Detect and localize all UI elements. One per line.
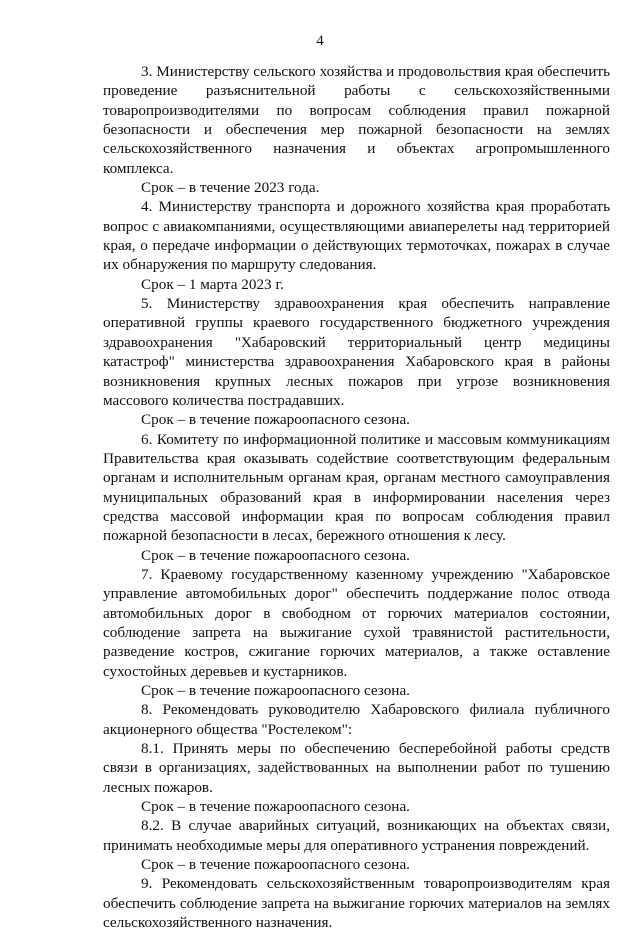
paragraph-item-3: 3. Министерству сельского хозяйства и продовольствия края обеспечить проведение разъяснительной работы с сельскохозяйственными товаропроизводителями по вопросам соблюдения правил пожарной безопасности и обеспечения мер пожарной безопасности на землях сельскохозяйственного назначения и объектах агропромышленного комплекса. (103, 63, 611, 177)
paragraph-item-8-2: 8.2. В случае аварийных ситуаций, возникающих на объектах связи, принимать необходимые меры для оперативного устранения повреждений. (103, 817, 610, 854)
deadline-item-7: Срок – в течение пожароопасного сезона. (141, 682, 410, 699)
document-body (103, 62, 610, 932)
paragraph-item-9: 9. Рекомендовать сельскохозяйственным товаропроизводителям края обеспечить соблюдение запрета на выжигание горючих материалов на землях сельскохозяйственного назначения. (103, 875, 610, 932)
paragraph-item-7: 7. Краевому государственному казенному учреждению "Хабаровское управление автомобильных дорог" обеспечить поддержание полос отвода автомобильных дорог в свободном от горючих материалов состоянии, соблюдение запрета на выжигание сухой травянистой растительности, разведение костров, сжигание горючих материалов, а также оставление сухостойных деревьев и кустарников. (103, 565, 610, 680)
paragraph-item-8-1: 8.1. Принять меры по обеспечению бесперебойной работы средств связи в организациях, задействованных на выполнении работ по тушению лесных пожаров. (103, 740, 610, 796)
deadline-item-6: Срок – в течение пожароопасного сезона. (141, 546, 410, 564)
deadline-item-3: Срок – в течение 2023 года. (141, 179, 320, 197)
deadline-item-4: Срок – 1 марта 2023 г. (141, 275, 284, 293)
paragraph-item-8: 8. Рекомендовать руководителю Хабаровского филиала публичного акционерного общества "Ростелеком": (103, 701, 610, 738)
paragraph-item-6: 6. Комитету по информационной политике и массовым коммуникациям Правительства края оказывать содействие соответствующим федеральным органам и исполнительным органам края, органам местного самоуправления муниципальных образований края в информировании населения через средства массовой информации края по вопросам соблюдения правил пожарной безопасности в лесах, бережного отношения к лесу. (103, 430, 610, 545)
deadline-item-8-1: Срок – в течение пожароопасного сезона. (141, 798, 410, 816)
deadline-item-5: Срок – в течение пожароопасного сезона. (141, 411, 410, 429)
deadline-item-8-2: Срок – в течение пожароопасного сезона. (141, 856, 410, 874)
page-number: 4 (316, 33, 324, 49)
paragraph-item-5: 5. Министерству здравоохранения края обеспечить направление оперативной группы краевого государственного бюджетного учреждения здравоохранения "Хабаровский территориальный центр медицины катастроф" министерства здравоохранения Хабаровского края в районы возникновения крупных лесных пожаров при угрозе возникновения массового количества пострадавших. (103, 295, 610, 409)
paragraph-item-4: 4. Министерству транспорта и дорожного хозяйства края проработать вопрос с авиакомпаниями, осуществляющими авиаперелеты над территорией края, о передаче информации о действующих термоточках, пожарах в случае их обнаружения по маршруту следования. (103, 198, 610, 274)
